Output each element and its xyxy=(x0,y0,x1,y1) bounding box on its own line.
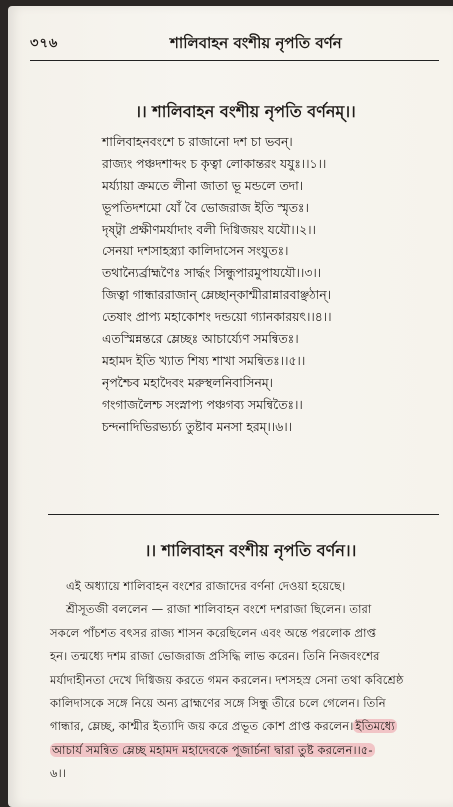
translation-line xyxy=(8,598,453,621)
sanskrit-verse-section xyxy=(8,99,453,438)
verse-line: ভূপতিদশমো যোঁ বৈ ভোজরাজ ইতি স্মৃতঃ। xyxy=(102,200,309,215)
translation-section-title: ।। শালিবাহন বংশীয় নৃপতি বর্ণন।। xyxy=(144,541,357,560)
translation-text: ৬।। xyxy=(50,766,66,781)
verse-line: দৃষ্ট্বা প্রক্ষীণমর্যাদাং বলী দিগ্বিজয়ং যযৌ।।২।। xyxy=(102,222,316,237)
verse-line: গংগাজলৈশ্চ সংস্নাপ্য পঞ্চগব্য সমন্বিতৈঃ।। xyxy=(102,397,303,412)
verse-line: এতস্মিন্নন্তরে ম্লেচ্ছঃ আচার্য্যেণ সমন্বিতঃ। xyxy=(102,332,299,347)
translation-line xyxy=(8,645,453,668)
page-number: ৩৭৬ xyxy=(30,36,59,51)
verse-line: মহামদ ইতি খ্যাত শিষ্য শাখা সমন্বিতঃ।।৫।। xyxy=(102,353,306,368)
verse-line: জিত্বা গান্ধাররাজান্ ম্লেচ্ছান্কাশ্মীরান্নারবাঞ্ছঠান্। xyxy=(102,288,331,303)
translation-text: সকলে পাঁচশত বৎসর রাজ্য শাসন করেছিলেন এবং অন্তে পরলোক প্রাপ্ত xyxy=(50,625,377,640)
translation-line xyxy=(8,715,453,738)
verse-line: মর্য্যায়া ক্রমতে লীনা জাতা ভূ মন্ডলে তদা। xyxy=(102,178,304,193)
verse-line: শালিবাহনবংশে চ রাজানো দশ চা ভবন্। xyxy=(102,135,293,149)
book-page xyxy=(8,6,453,807)
translation-line xyxy=(8,739,453,762)
translation-text: এই অধ্যায়ে শালিবাহন বংশের রাজাদের বর্ণনা দেওয়া হয়েছে। xyxy=(66,579,346,593)
translation-text: কালিদাসকে সঙ্গে নিয়ে অন্য ব্রাহ্মণের সঙ্গে সিন্ধু তীরে চলে গেলেন। তিনি xyxy=(50,695,386,710)
verse-line: চন্দনাদিভিরভ্যর্চ্য তুষ্টাব মনসা হরম্।।৬।। xyxy=(102,419,292,434)
translation-line xyxy=(8,575,453,598)
highlighted-text: ইতিমধ্যে xyxy=(355,719,395,734)
translation-text: গান্ধার, ম্লেচ্ছ, কাশ্মীর ইত্যাদি জয় করে প্রভূত কোশ প্রাপ্ত করলেন। xyxy=(50,719,354,734)
translation-text: হন। তন্মধ্যে দশম রাজা ভোজরাজ প্রসিদ্ধি লাভ করেন। তিনি নিজবংশের xyxy=(50,649,380,664)
highlighted-text: আচার্য সমন্বিত ম্লেচ্ছ মহামদ মহাদেবকে পূজার্চনা দ্বারা তুষ্ট করলেন।।৫- xyxy=(52,742,373,757)
translation-text: শ্রীসূতজী বললেন — রাজা শালিবাহন বংশে দশরাজা ছিলেন। তারা xyxy=(66,602,372,617)
verse-line: নৃপশ্চৈব মহাদৈবং মরুস্থলনিবাসিনম্। xyxy=(102,375,273,390)
verse-line: রাজ্যং পঞ্চদশাব্দং চ কৃত্বা লোকান্তরং যযুঃ।।১।। xyxy=(102,156,327,171)
translation-line xyxy=(8,669,453,692)
translation-line xyxy=(8,692,453,715)
translation-line xyxy=(8,762,453,785)
verse-line: সেনয়া দশসাহস্ত্র্যা কালিদাসেন সংযুতঃ। xyxy=(102,244,289,259)
header-rule xyxy=(30,60,439,61)
section-divider xyxy=(48,514,439,515)
translation-text: মর্যাদাহীনতা দেখে দিগ্বিজয় করতে গমন করলেন। দশসহস্র সেনা তথা কবিশ্রেষ্ঠ xyxy=(50,672,404,687)
translation-lines xyxy=(8,575,453,786)
verse-lines xyxy=(8,132,453,438)
running-header xyxy=(30,32,439,54)
bengali-translation-section xyxy=(8,538,453,786)
verse-section-title: ।। শালিবাহন বংশীয় নৃপতি বর্ণনম্।। xyxy=(135,102,356,121)
verse-line: তেষাং প্রাপ্য মহাকোশং দন্ডয়ো গ্যানকারয়ৎ।।৪।। xyxy=(102,310,332,325)
translation-line xyxy=(8,622,453,645)
verse-line: তথান্যৈর্ব্রাহ্মণৈঃ সার্দ্ধং সিন্ধুপারমুপাযযৌ।।৩।। xyxy=(102,266,322,281)
running-title: শালিবাহন বংশীয় নৃপতি বর্ণন xyxy=(170,34,342,52)
